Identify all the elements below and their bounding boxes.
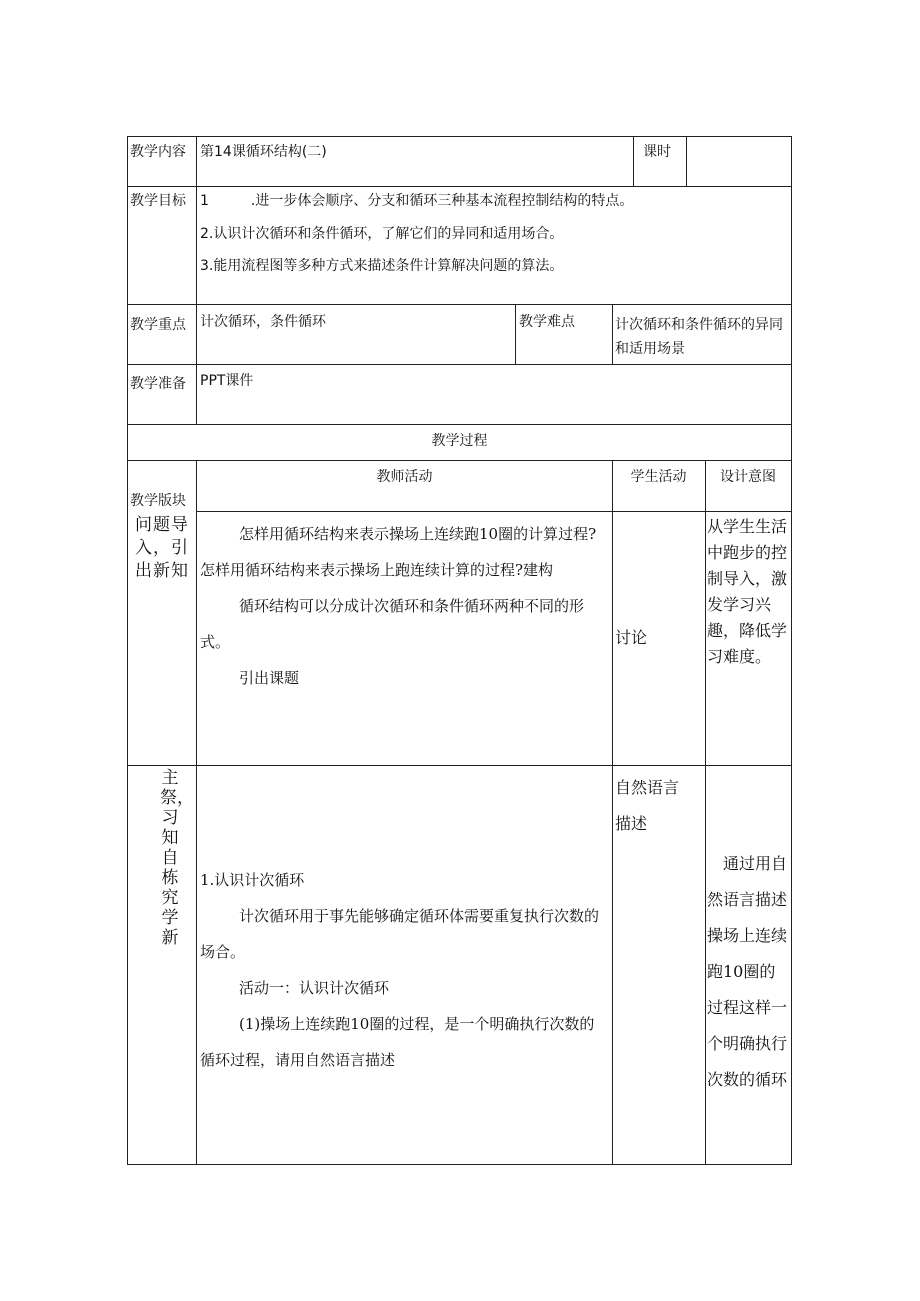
column-divider bbox=[705, 460, 706, 1165]
row-divider bbox=[127, 186, 792, 187]
objective-item-3: 3.能用流程图等多种方式来描述条件计算解决问题的算法。 bbox=[200, 258, 564, 274]
key-points-label: 教学重点 bbox=[130, 317, 186, 333]
hours-label: 课时 bbox=[643, 144, 671, 160]
content-label: 教学内容 bbox=[130, 144, 186, 160]
section1-teacher-para-2: 循环结构可以分成计次循环和条件循环两种不同的形式。 bbox=[200, 597, 585, 651]
row-divider bbox=[127, 765, 792, 766]
col-block-header: 教学版块 bbox=[130, 493, 186, 509]
table-border-bottom bbox=[127, 1164, 792, 1165]
column-divider bbox=[633, 136, 634, 186]
col-student-header: 学生活动 bbox=[630, 469, 687, 485]
section1-teacher-para-1: 怎样用循环结构来表示操场上连续跑10圈的计算过程?怎样用循环结构来表示操场上跑连续计算的过程?建构 bbox=[200, 525, 597, 579]
table-border-top bbox=[127, 136, 792, 137]
row-divider bbox=[127, 364, 792, 365]
content-value: 第14课循环结构(二) bbox=[200, 144, 327, 160]
objective-item-1: 1 .进一步体会顺序、分支和循环三种基本流程控制结构的特点。 bbox=[200, 193, 634, 209]
column-divider bbox=[196, 460, 197, 1165]
section2-block: 主祭，习知自栋究学新 bbox=[160, 768, 194, 948]
section1-block: 问题导入，引出新知 bbox=[135, 515, 189, 581]
table-border-right bbox=[791, 136, 792, 1165]
table-border-left bbox=[127, 136, 128, 1165]
column-divider bbox=[612, 460, 613, 1165]
row-divider bbox=[197, 511, 792, 512]
column-divider bbox=[196, 136, 197, 424]
section2-teacher-para-1: 计次循环用于事先能够确定循环体需要重复执行次数的场合。 bbox=[200, 907, 600, 961]
section2-teacher-para-3: (1)操场上连续跑10圈的过程，是一个明确执行次数的循环过程，请用自然语言描述 bbox=[200, 1015, 595, 1069]
preparation-value: PPT课件 bbox=[200, 373, 254, 389]
row-divider bbox=[127, 460, 792, 461]
column-divider bbox=[686, 136, 687, 186]
objective-item-2: 2.认识计次循环和条件循环，了解它们的异同和适用场合。 bbox=[200, 226, 564, 242]
col-teacher-header: 教师活动 bbox=[376, 469, 433, 485]
difficulty-value: 计次循环和条件循环的异同和适用场景 bbox=[615, 317, 783, 357]
section1-student: 讨论 bbox=[615, 628, 648, 647]
section2-design: 通过用自然语言描述操场上连续跑10圈的过程这样一个明确执行次数的循环 bbox=[707, 854, 788, 1089]
section1-teacher bbox=[200, 516, 608, 696]
section1-teacher-para-3: 引出课题 bbox=[239, 669, 300, 687]
row-divider bbox=[127, 424, 792, 425]
section2-teacher-para-2: 活动一：认识计次循环 bbox=[239, 979, 390, 997]
difficulty-label: 教学难点 bbox=[519, 314, 575, 330]
key-points-value: 计次循环，条件循环 bbox=[200, 314, 326, 330]
section1-design: 从学生生活中跑步的控制导入，激发学习兴趣，降低学习难度。 bbox=[707, 517, 788, 666]
row-divider bbox=[127, 304, 792, 305]
objectives-label: 教学目标 bbox=[130, 193, 186, 209]
column-divider bbox=[612, 304, 613, 364]
column-divider bbox=[515, 304, 516, 364]
preparation-label: 教学准备 bbox=[130, 376, 186, 392]
process-title: 教学过程 bbox=[431, 433, 488, 449]
section2-teacher-heading: 1.认识计次循环 bbox=[200, 871, 305, 889]
section2-student: 自然语言描述 bbox=[615, 778, 680, 833]
section2-teacher bbox=[200, 862, 608, 1078]
col-design-header: 设计意图 bbox=[720, 469, 776, 485]
